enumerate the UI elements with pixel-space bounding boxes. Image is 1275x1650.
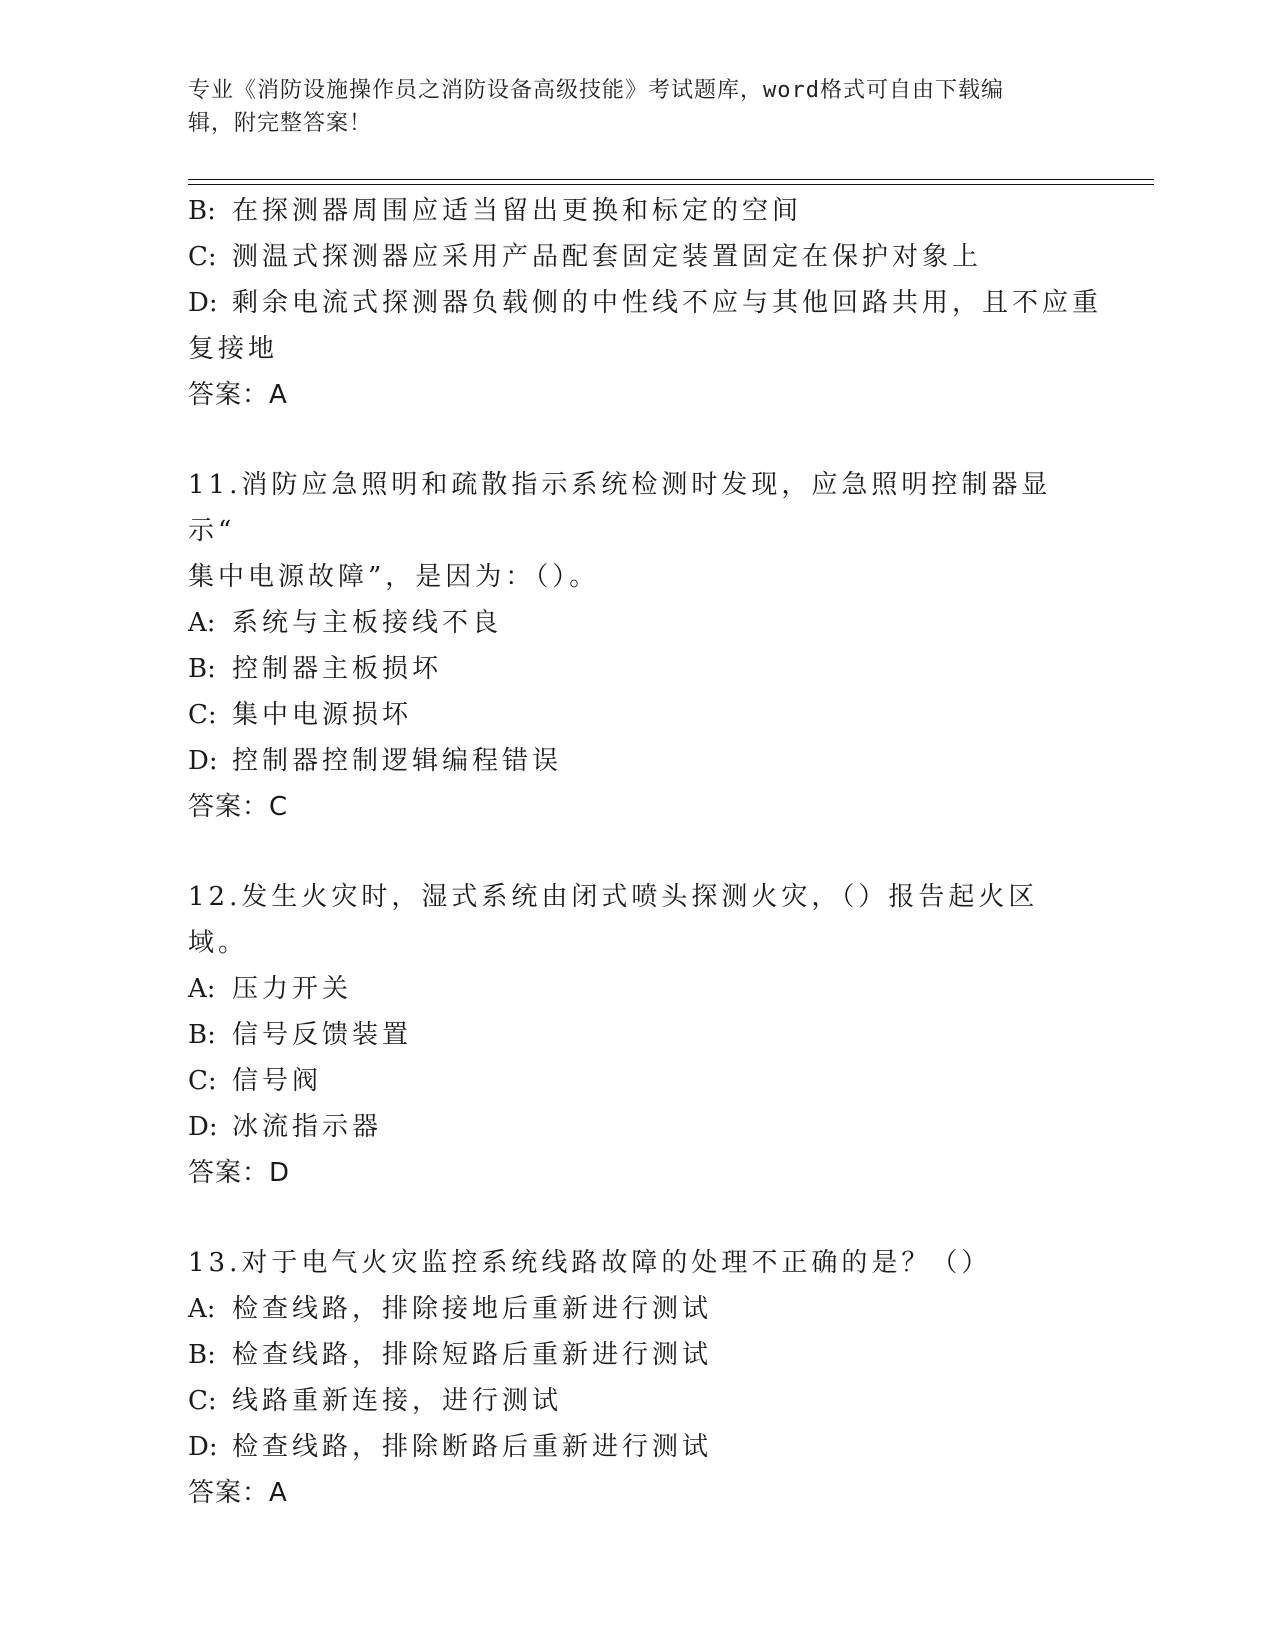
option-d xyxy=(188,280,1103,326)
option-label: D: xyxy=(188,1112,218,1142)
header-line-1: 专业《消防设施操作员之消防设备高级技能》考试题库，word格式可自由下载编 xyxy=(188,78,1004,103)
question-13 xyxy=(188,1240,1088,1516)
option-text: 信号阀 xyxy=(232,1066,323,1096)
option-a xyxy=(188,1286,1088,1332)
option-label: A: xyxy=(188,608,216,638)
option-text: 测温式探测器应采用产品配套固定装置固定在保护对象上 xyxy=(232,242,983,272)
header-divider-bottom xyxy=(188,184,1154,185)
option-d xyxy=(188,1424,1088,1470)
question-stem-line-2: 集中电源故障”，是因为：（）。 xyxy=(188,562,600,592)
question-stem-line-1: 12.发生火灾时，湿式系统由闭式喷头探测火灾，（）报告起火区域。 xyxy=(188,882,1039,958)
question-list xyxy=(188,188,1103,1516)
option-c xyxy=(188,1378,1088,1424)
option-label: A: xyxy=(188,1294,216,1324)
option-label: B: xyxy=(188,1020,216,1050)
option-text: 信号反馈装置 xyxy=(232,1020,413,1050)
option-text: 检查线路，排除接地后重新进行测试 xyxy=(232,1294,713,1324)
question-stem-line-1: 13.对于电气火灾监控系统线路故障的处理不正确的是？（） xyxy=(188,1248,992,1278)
option-text: 控制器控制逻辑编程错误 xyxy=(232,746,563,776)
option-c xyxy=(188,234,1088,280)
option-a xyxy=(188,966,1088,1012)
option-text: 集中电源损坏 xyxy=(232,700,413,730)
option-text: 检查线路，排除断路后重新进行测试 xyxy=(232,1432,713,1462)
answer-line: 答案：A xyxy=(188,1478,288,1508)
option-text: 线路重新连接，进行测试 xyxy=(232,1386,563,1416)
option-label: C: xyxy=(188,242,217,272)
option-label: D: xyxy=(188,746,218,776)
header-line-2: 辑，附完整答案！ xyxy=(188,111,373,136)
answer-line: 答案：C xyxy=(188,792,289,822)
answer-line: 答案：D xyxy=(188,1158,291,1188)
option-text: 系统与主板接线不良 xyxy=(232,608,503,638)
option-text: 压力开关 xyxy=(232,974,353,1004)
question-11 xyxy=(188,462,1088,830)
option-d-continuation: 复接地 xyxy=(188,334,279,364)
option-b xyxy=(188,1332,1088,1378)
answer-line: 答案：A xyxy=(188,380,288,410)
option-text: 在探测器周围应适当留出更换和标定的空间 xyxy=(232,196,803,226)
option-label: B: xyxy=(188,654,216,684)
question-12 xyxy=(188,874,1088,1196)
option-label: D: xyxy=(188,288,218,318)
option-b xyxy=(188,188,1088,234)
option-b xyxy=(188,646,1088,692)
option-label: B: xyxy=(188,196,216,226)
option-c xyxy=(188,1058,1088,1104)
option-label: C: xyxy=(188,700,217,730)
option-text: 冰流指示器 xyxy=(232,1112,383,1142)
option-b xyxy=(188,1012,1088,1058)
option-label: B: xyxy=(188,1340,216,1370)
question-10-tail xyxy=(188,188,1103,418)
header-divider-top xyxy=(188,179,1154,180)
option-d xyxy=(188,1104,1088,1150)
option-text: 检查线路，排除短路后重新进行测试 xyxy=(232,1340,713,1370)
option-label: C: xyxy=(188,1386,217,1416)
option-c xyxy=(188,692,1088,738)
option-d xyxy=(188,738,1088,784)
document-header xyxy=(188,74,1068,140)
option-label: A: xyxy=(188,974,216,1004)
question-stem-line-1: 11.消防应急照明和疏散指示系统检测时发现，应急照明控制器显示“ xyxy=(188,470,1052,546)
option-text: 控制器主板损坏 xyxy=(232,654,443,684)
option-label: C: xyxy=(188,1066,217,1096)
option-text: 剩余电流式探测器负载侧的中性线不应与其他回路共用，且不应重 xyxy=(232,288,1103,318)
option-a xyxy=(188,600,1088,646)
option-label: D: xyxy=(188,1432,218,1462)
